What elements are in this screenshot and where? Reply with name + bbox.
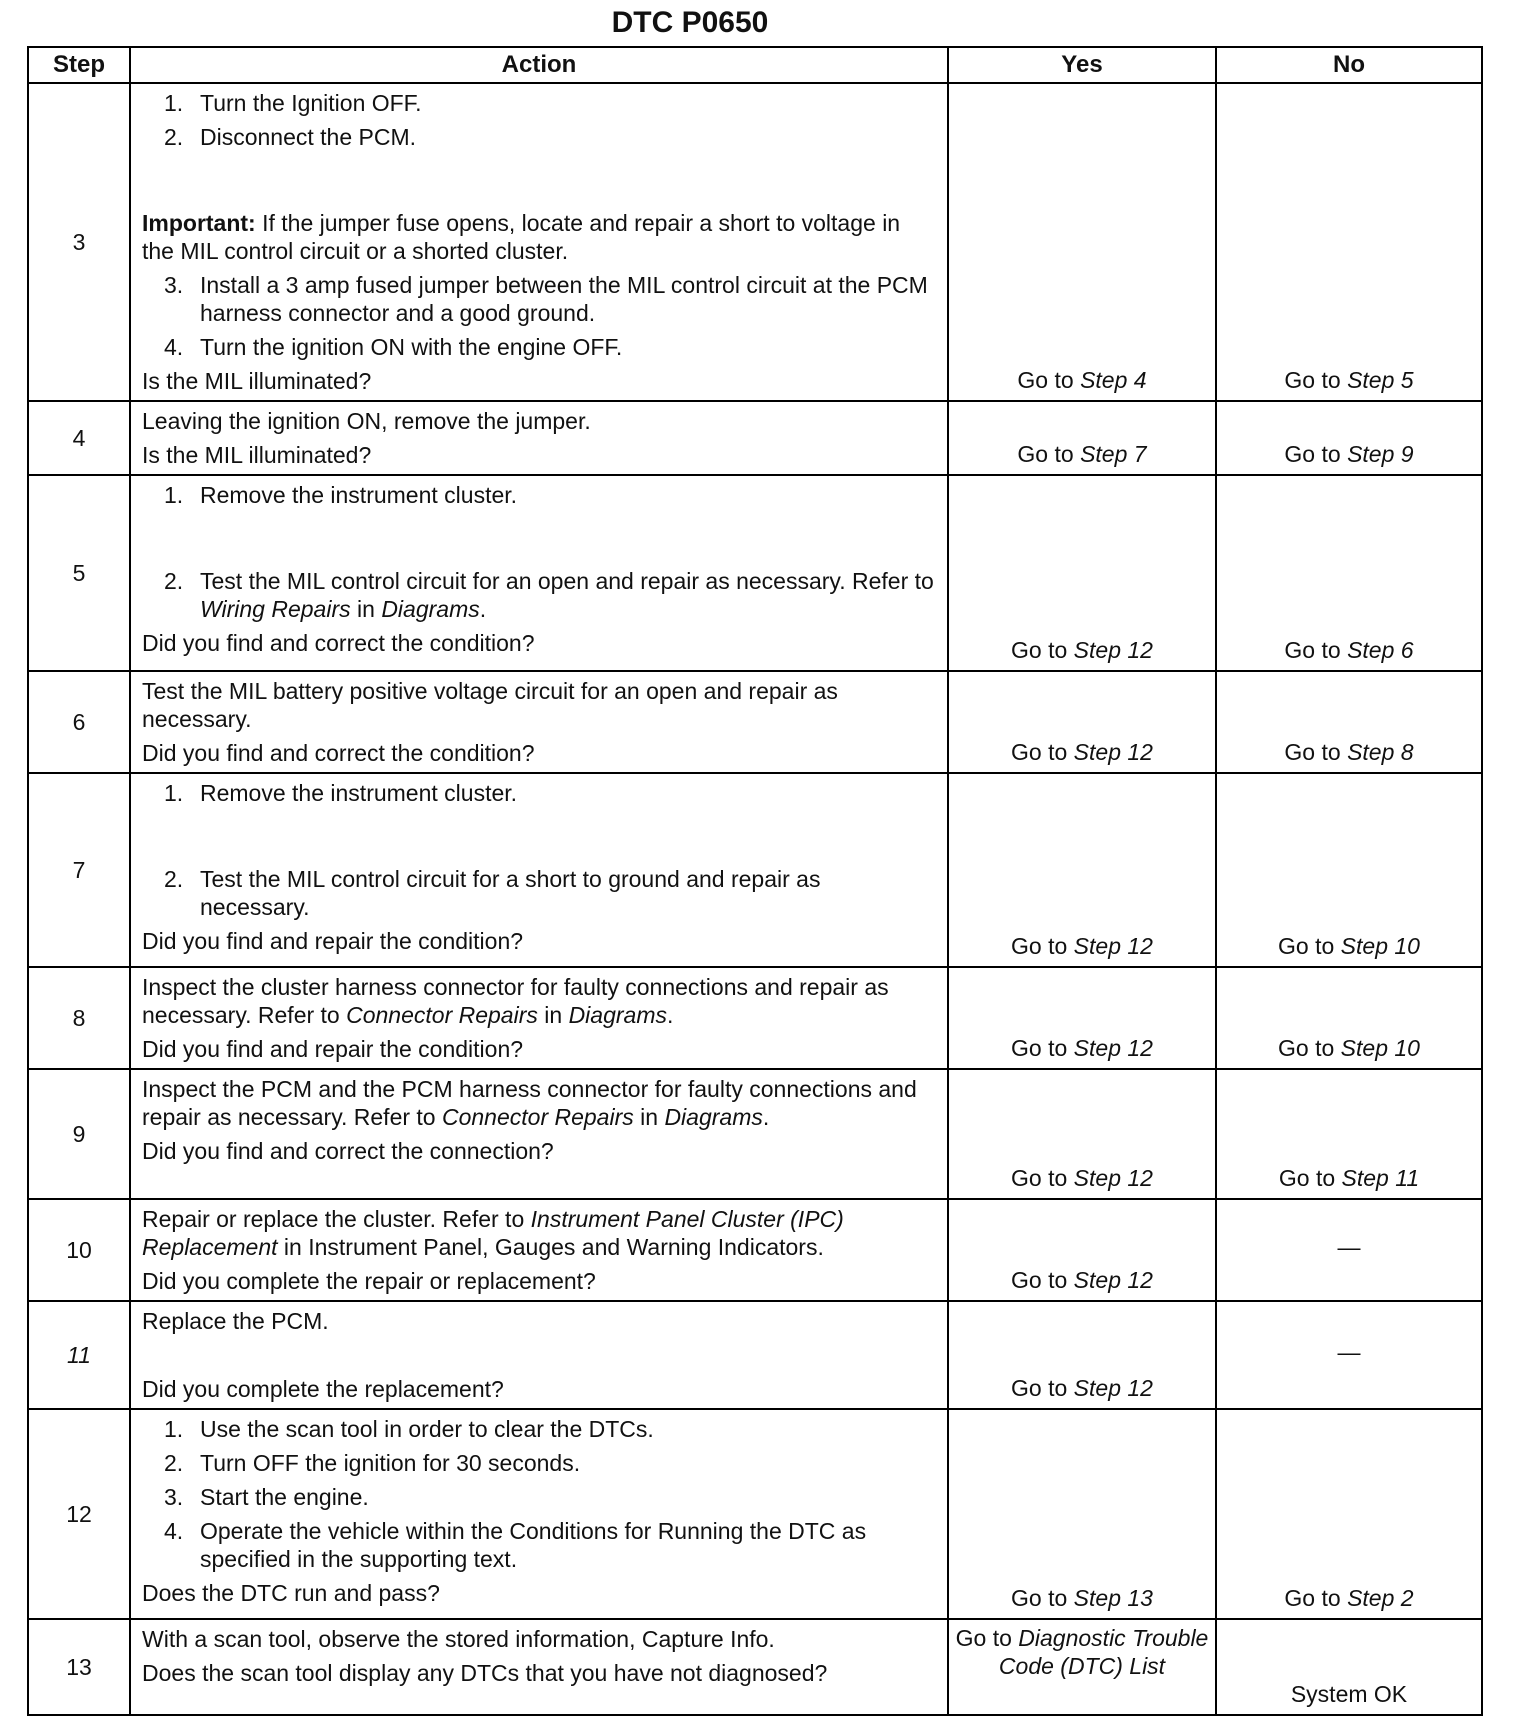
- no-cell: Go to Step 10: [1216, 967, 1482, 1069]
- yes-cell: Go to Step 7: [948, 401, 1216, 475]
- yes-cell: Go to Step 12: [948, 967, 1216, 1069]
- no-cell: —: [1216, 1199, 1482, 1301]
- table-row: [28, 967, 1482, 1069]
- step-number: 7: [28, 773, 130, 967]
- yes-cell: Go to Step 12: [948, 1301, 1216, 1409]
- question: Did you find and repair the condition?: [142, 1036, 524, 1062]
- header-step: Step: [28, 47, 130, 83]
- question: Does the scan tool display any DTCs that you have not diagnosed?: [142, 1660, 828, 1686]
- no-cell: Go to Step 2: [1216, 1409, 1482, 1619]
- important-note: Important: If the jumper fuse opens, locate and repair a short to voltage in the MIL control circuit or a shorted cluster.: [142, 210, 901, 264]
- step-number: 10: [28, 1199, 130, 1301]
- action-cell: Repair or replace the cluster. Refer to Instrument Panel Cluster (IPC) Replacement in Instrument Panel, Gauges and Warning Indicators. Did you complete the repair or replacement?: [130, 1199, 948, 1301]
- no-cell: Go to Step 10: [1216, 773, 1482, 967]
- question: Did you find and repair the condition?: [142, 928, 524, 954]
- list-item: 2. Disconnect the PCM.: [164, 124, 417, 150]
- step-number: 11: [28, 1301, 130, 1409]
- list-item: 1. Remove the instrument cluster.: [164, 482, 518, 508]
- no-cell: Go to Step 5: [1216, 83, 1482, 401]
- question: Did you complete the repair or replacement?: [142, 1268, 596, 1294]
- yes-cell: Go to Step 4: [948, 83, 1216, 401]
- table-row: [28, 1619, 1482, 1715]
- step-number: 9: [28, 1069, 130, 1199]
- action-cell: Inspect the PCM and the PCM harness connector for faulty connections and repair as necessary. Refer to Connector Repairs in Diagrams. Did you find and correct the connection?: [130, 1069, 948, 1199]
- yes-cell: Go to Step 12: [948, 773, 1216, 967]
- table-row: [28, 1301, 1482, 1409]
- yes-cell: Go to Diagnostic Trouble Code (DTC) List: [948, 1619, 1216, 1715]
- list-item: 2. Test the MIL control circuit for an open and repair as necessary. Refer to Wiring Repairs in Diagrams.: [164, 568, 934, 622]
- yes-cell: Go to Step 12: [948, 1069, 1216, 1199]
- action-cell: [130, 475, 948, 671]
- table-row: [28, 475, 1482, 671]
- step-number: 5: [28, 475, 130, 671]
- yes-cell: Go to Step 12: [948, 1199, 1216, 1301]
- action-cell: [130, 773, 948, 967]
- yes-cell: Go to Step 13: [948, 1409, 1216, 1619]
- question: Did you find and correct the condition?: [142, 630, 535, 656]
- list-item: 1. Remove the instrument cluster.: [164, 780, 518, 806]
- question: Did you find and correct the connection?: [142, 1138, 554, 1164]
- no-cell: Go to Step 11: [1216, 1069, 1482, 1199]
- action-cell: Leaving the ignition ON, remove the jumper. Is the MIL illuminated?: [130, 401, 948, 475]
- table-row: [28, 773, 1482, 967]
- list-item: 3. Install a 3 amp fused jumper between the MIL control circuit at the PCM harness connector and a good ground.: [164, 272, 928, 326]
- step-number: 8: [28, 967, 130, 1069]
- question: Did you find and correct the condition?: [142, 740, 535, 766]
- list-item: 1. Use the scan tool in order to clear the DTCs.: [164, 1416, 654, 1442]
- table-row: [28, 671, 1482, 773]
- no-cell: System OK: [1216, 1619, 1482, 1715]
- action-cell: Replace the PCM. Did you complete the replacement?: [130, 1301, 948, 1409]
- diagnostic-table: [27, 46, 1483, 1716]
- list-item: 2. Turn OFF the ignition for 30 seconds.: [164, 1450, 581, 1476]
- table-row: [28, 1069, 1482, 1199]
- yes-cell: Go to Step 12: [948, 671, 1216, 773]
- list-item: 2. Test the MIL control circuit for a short to ground and repair as necessary.: [164, 866, 821, 920]
- step-number: 3: [28, 83, 130, 401]
- list-item: 4. Operate the vehicle within the Conditions for Running the DTC as specified in the supporting text.: [164, 1518, 867, 1572]
- list-item: 4. Turn the ignition ON with the engine OFF.: [164, 334, 623, 360]
- table-header-row: [28, 47, 1482, 83]
- action-cell: With a scan tool, observe the stored information, Capture Info. Does the scan tool display any DTCs that you have not diagnosed?: [130, 1619, 948, 1715]
- no-cell: Go to Step 8: [1216, 671, 1482, 773]
- page-title: DTC P0650: [611, 6, 769, 39]
- step-number: 12: [28, 1409, 130, 1619]
- table-row: [28, 401, 1482, 475]
- list-item: 3. Start the engine.: [164, 1484, 369, 1510]
- table-row: [28, 83, 1482, 401]
- action-cell: [130, 83, 948, 401]
- question: Does the DTC run and pass?: [142, 1580, 440, 1606]
- step-number: 6: [28, 671, 130, 773]
- question: Did you complete the replacement?: [142, 1376, 504, 1402]
- yes-cell: Go to Step 12: [948, 475, 1216, 671]
- action-cell: [130, 1409, 948, 1619]
- question: Is the MIL illuminated?: [142, 368, 372, 394]
- action-cell: Inspect the cluster harness connector for faulty connections and repair as necessary. Refer to Connector Repairs in Diagrams. Did you find and repair the condition?: [130, 967, 948, 1069]
- step-number: 13: [28, 1619, 130, 1715]
- header-action: Action: [130, 47, 948, 83]
- header-yes: Yes: [948, 47, 1216, 83]
- action-cell: Test the MIL battery positive voltage circuit for an open and repair as necessary. Did you find and correct the condition?: [130, 671, 948, 773]
- table-row: [28, 1199, 1482, 1301]
- no-cell: Go to Step 6: [1216, 475, 1482, 671]
- step-number: 4: [28, 401, 130, 475]
- list-item: 1. Turn the Ignition OFF.: [164, 90, 422, 116]
- table-row: [28, 1409, 1482, 1619]
- header-no: No: [1216, 47, 1482, 83]
- no-cell: —: [1216, 1301, 1482, 1409]
- question: Is the MIL illuminated?: [142, 442, 372, 468]
- no-cell: Go to Step 9: [1216, 401, 1482, 475]
